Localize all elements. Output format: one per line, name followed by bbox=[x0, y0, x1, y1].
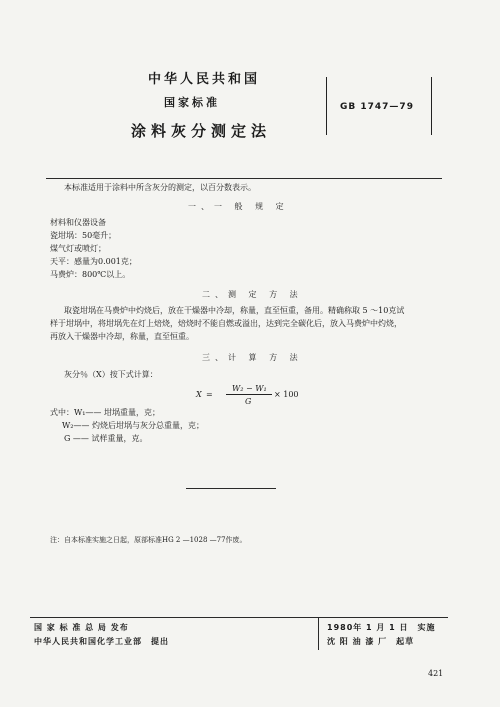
intro-text: 本标准适用于涂料中所含灰分的测定，以百分数表示。 bbox=[64, 183, 256, 192]
section-1-heading: 一、一 般 规 定 bbox=[188, 202, 289, 211]
section-1-line: 材料和仪器设备 bbox=[50, 218, 106, 227]
where-line: G —— 试样重量，克。 bbox=[64, 434, 148, 443]
section-2-line: 样于坩埚中，将坩埚先在灯上焙烧，焙烧时不能自燃或溢出，达到完全碳化后，放入马费炉中灼烧， bbox=[50, 319, 402, 328]
section-2-line: 取瓷坩埚在马费炉中灼烧后，放在干燥器中冷却，称量，直至恒重，备用。精确称取 5 ～10克试 bbox=[64, 306, 405, 315]
section-1-line: 马费炉：800℃以上。 bbox=[50, 270, 131, 279]
drafter: 沈 阳 油 漆 厂 起草 bbox=[327, 637, 415, 646]
document-title: 涂料灰分测定法 bbox=[131, 122, 272, 140]
section-1-line: 瓷坩埚：50毫升； bbox=[50, 231, 117, 240]
end-rule bbox=[186, 488, 276, 489]
footnote: 注：自本标准实施之日起，原部标准HG 2 —1028 —77作废。 bbox=[50, 536, 247, 544]
section-2-heading: 二、测 定 方 法 bbox=[202, 290, 303, 299]
formula-lead: 灰分％（X）按下式计算： bbox=[64, 370, 158, 379]
section-1-line: 天平：感量为0.001克； bbox=[50, 257, 137, 266]
header-line-1: 中华人民共和国 bbox=[148, 72, 261, 87]
section-1-line: 煤气灯或喷灯； bbox=[50, 244, 106, 253]
footer-rule bbox=[30, 617, 448, 618]
footer-divider bbox=[318, 618, 319, 650]
header-line-2: 国家标准 bbox=[164, 96, 220, 109]
formula-lhs: X bbox=[196, 390, 202, 399]
formula-multiplier: × 100 bbox=[274, 390, 299, 399]
where-line: 式中：W₁—— 坩埚重量，克； bbox=[50, 408, 160, 417]
formula-denominator: G bbox=[245, 397, 252, 406]
header-rule bbox=[46, 178, 442, 179]
formula-equals: = bbox=[206, 390, 213, 399]
page-number: 421 bbox=[428, 669, 444, 678]
formula-numerator: W₂ − W₁ bbox=[232, 384, 267, 393]
standard-code: GB 1747—79 bbox=[340, 102, 414, 112]
issuer: 国 家 标 准 总 局 发布 bbox=[34, 623, 129, 632]
ash-formula bbox=[196, 384, 336, 414]
effective-date: 1980年 1 月 1 日 实施 bbox=[327, 623, 436, 632]
fraction-bar bbox=[226, 394, 272, 395]
where-line: W₂—— 灼烧后坩埚与灰分总重量，克； bbox=[62, 421, 204, 430]
section-2-line: 再放入干燥器中冷却，称量，直至恒重。 bbox=[50, 332, 194, 341]
proposer: 中华人民共和国化学工业部 提出 bbox=[34, 637, 169, 646]
section-3-heading: 三、计 算 方 法 bbox=[202, 353, 303, 362]
